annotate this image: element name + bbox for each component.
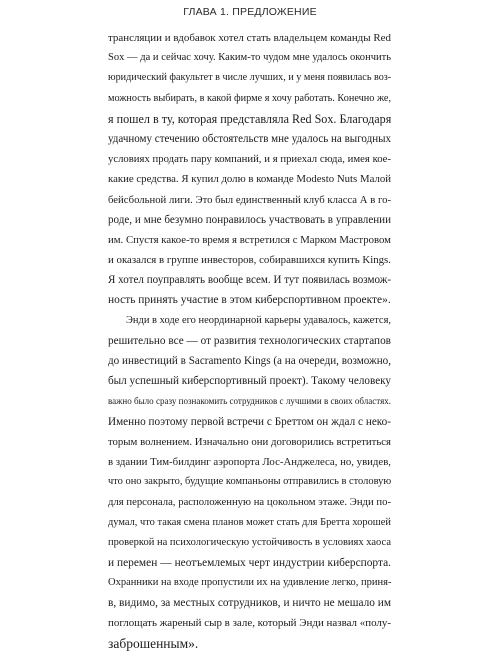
text-line: удачному стечению обстоятельств мне удалось на выгодных [108, 132, 391, 145]
text-line: Энди в ходе его неординарной карьеры удавалось, кажется, [126, 314, 391, 326]
text-line: я пошел в ту, которая представляла Red Sox. Благодаря [108, 111, 392, 126]
body-text [108, 28, 391, 654]
text-line: можность выбирать, в какой фирме я хочу работать. Конечно же, [108, 92, 391, 104]
text-line: юридический факультет в числе лучших, и у меня появилась воз- [108, 72, 392, 84]
text-line: Охранники на входе пропустили их на удивление легко, приня- [108, 577, 392, 589]
text-line: в, видимо, за местных сотрудников, и ничто не мешало им [108, 597, 391, 610]
text-line: условиях продать пару компаний, и я приехал сюда, имея кое- [108, 153, 391, 166]
text-line: что оно закрыто, будущие компаньоны отправились в столовую [108, 476, 392, 488]
running-header: ГЛАВА 1. ПРЕДЛОЖЕНИЕ [183, 6, 317, 18]
text-line: Именно поэтому первой встречи с Бреттом он ждал с неко- [108, 415, 391, 428]
text-line: важно было сразу познакомить сотрудников с лучшими в своих областях. [108, 396, 391, 407]
text-line: в здании Тим-билдинг аэропорта Лос-Анджелеса, но, увидев, [108, 455, 391, 468]
text-line: Sox — да и сейчас хочу. Каким-то чудом мне удалось окончить [108, 52, 391, 64]
text-line: решительно все — от развития технологических стартапов [108, 334, 391, 347]
text-line: им. Спустя какое-то время я встретился с Марком Мастровом [108, 233, 391, 246]
text-line: поглощать жареный сыр в зале, который Энди назвал «полу- [108, 617, 391, 630]
text-line: был успешный киберспортивный проект). Такому человеку [108, 375, 392, 388]
paragraph [108, 311, 391, 654]
text-line: роде, и мне безумно понравилось участвовать в управлении [108, 213, 391, 226]
text-line: какие средства. Я купил долю в команде Modesto Nuts Малой [108, 173, 391, 186]
text-line: заброшенным». [108, 635, 199, 651]
text-line: для персонала, расположенную на цокольном этаже. Энди по- [108, 496, 391, 509]
text-line: Я хотел поуправлять вообще всем. И тут появилась возмож- [108, 274, 391, 287]
text-line: и оказался в группе инвесторов, собиравшихся купить Kings. [108, 254, 391, 267]
text-line: торым волнением. Изначально они договорились встретиться [108, 435, 391, 448]
text-line: проверкой на психологическую устойчивость в условиях хаоса [108, 536, 391, 548]
text-line: бейсбольной лиги. Это был единственный клуб класса А в го- [108, 193, 391, 206]
text-line: ность принять участие в этом киберспортивном проекте». [108, 294, 391, 307]
text-line: думал, что такая смена планов может стать для Бретта хорошей [108, 516, 391, 528]
text-line: трансляции и вдобавок хотел стать владельцем команды Red [108, 32, 391, 44]
paragraph [108, 28, 391, 311]
text-line: до инвестиций в Sacramento Kings (а на очереди, возможно, [108, 355, 391, 367]
text-line: и перемен — неотъемлемых черт индустрии киберспорта. [108, 556, 391, 569]
